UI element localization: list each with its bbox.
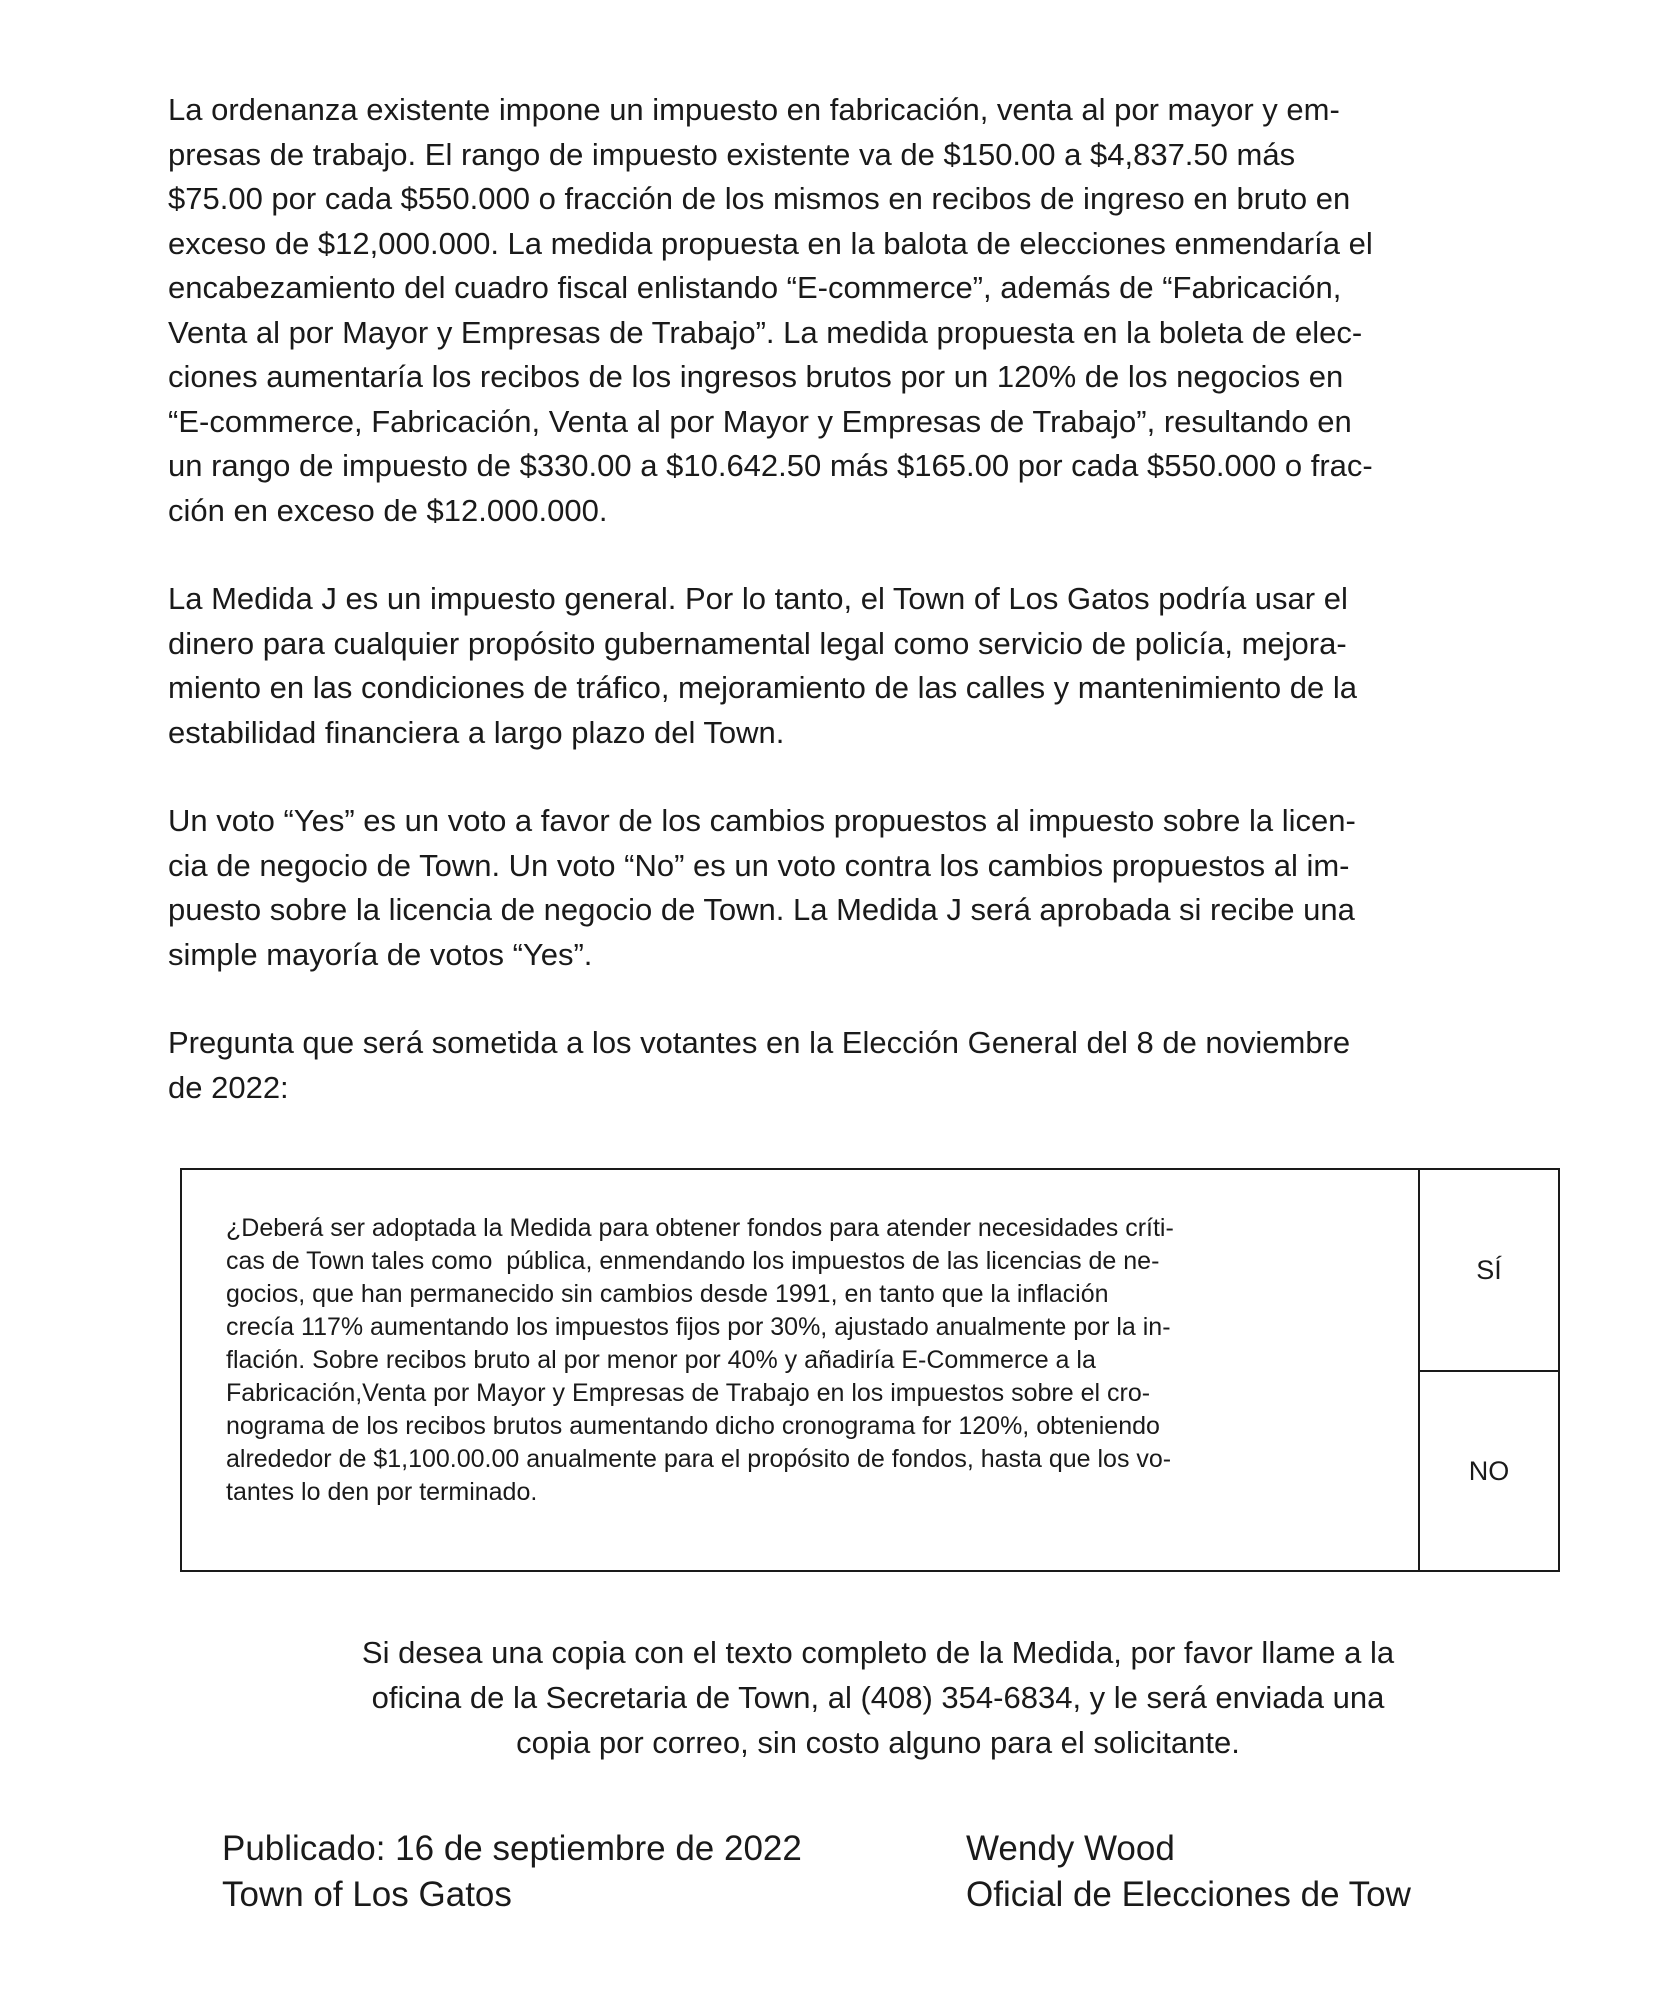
text-line: encabezamiento del cuadro fiscal enlistando “E-commerce”, además de “Fabricación, (168, 270, 1342, 305)
ballot-question-box (180, 1168, 1560, 1572)
published-date: Publicado: 16 de septiembre de 2022 (222, 1829, 802, 1868)
text-line: puesto sobre la licencia de negocio de Town. La Medida J será aprobada si recibe una (168, 892, 1355, 927)
text-line: exceso de $12,000.000. La medida propuesta en la balota de elecciones enmendaría el (168, 225, 1373, 261)
copy-request-note (168, 1630, 1588, 1765)
text-line: “E-commerce, Fabricación, Venta al por Mayor y Empresas de Trabajo”, resultando en (168, 403, 1352, 439)
text-line: simple mayoría de votos “Yes”. (168, 936, 593, 972)
text-line: miento en las condiciones de tráfico, mejoramiento de las calles y mantenimiento de la (168, 670, 1357, 705)
ballot-option-no: NO (1420, 1370, 1558, 1570)
text-line: $75.00 por cada $550.000 o fracción de los mismos en recibos de ingreso en bruto en (168, 181, 1351, 216)
ballot-line: tantes lo den por terminado. (226, 1478, 538, 1506)
ballot-line: crecía 117% aumentando los impuestos fijos por 30%, ajustado anualmente por la in- (226, 1313, 1171, 1341)
ballot-option-yes: SÍ (1476, 1254, 1502, 1285)
paragraph-general-tax (168, 577, 1588, 755)
paragraph-vote-meaning (168, 799, 1588, 977)
ballot-line: ¿Deberá ser adoptada la Medida para obtener fondos para atender necesidades críti- (226, 1214, 1174, 1242)
ballot-line: cas de Town tales como pública, enmendando los impuestos de las licencias de ne- (226, 1247, 1160, 1275)
text-line: presas de trabajo. El rango de impuesto existente va de $150.00 a $4,837.50 más (168, 136, 1296, 172)
text-line: ciones aumentaría los recibos de los ingresos brutos por un 120% de los negocios en (168, 359, 1344, 394)
text-line: La Medida J es un impuesto general. Por lo tanto, el Town of Los Gatos podría usar el (168, 581, 1348, 616)
ballot-line: gocios, que han permanecido sin cambios desde 1991, en tanto que la inflación (226, 1280, 1109, 1308)
text-line: ción en exceso de $12.000.000. (168, 492, 608, 528)
official-name: Wendy Wood (966, 1829, 1175, 1868)
official-signature (966, 1826, 1411, 1918)
ballot-line: Fabricación,Venta por Mayor y Empresas de Trabajo en los impuestos sobre el cro- (226, 1379, 1151, 1407)
paragraph-question-intro (168, 1021, 1588, 1110)
notice-body (168, 88, 1588, 1110)
text-line: de 2022: (168, 1069, 289, 1105)
text-line: La ordenanza existente impone un impuesto en fabricación, venta al por mayor y em- (168, 92, 1340, 127)
note-line: oficina de la Secretaria de Town, al (408) 354-6834, y le será enviada una (371, 1680, 1385, 1715)
text-line: Un voto “Yes” es un voto a favor de los cambios propuestos al impuesto sobre la licen- (168, 803, 1356, 838)
text-line: Pregunta que será sometida a los votantes en la Elección General del 8 de noviembre (168, 1025, 1351, 1060)
ballot-line: nograma de los recibos brutos aumentando dicho cronograma for 120%, obteniendo (226, 1412, 1160, 1440)
text-line: dinero para cualquier propósito gubernamental legal como servicio de policía, mejora- (168, 625, 1347, 661)
ballot-line: alrededor de $1,100.00.00 anualmente para el propósito de fondos, hasta que los vo- (226, 1445, 1172, 1473)
ballot-question-text (226, 1212, 1566, 1509)
text-line: cia de negocio de Town. Un voto “No” es un voto contra los cambios propuestos al im- (168, 847, 1350, 883)
ballot-options-column (1418, 1170, 1558, 1570)
official-title: Oficial de Elecciones de Tow (966, 1875, 1411, 1914)
text-line: estabilidad financiera a largo plazo del Town. (168, 714, 785, 750)
paragraph-existing-ordinance (168, 88, 1588, 533)
publication-info (222, 1826, 802, 1918)
ballot-line: flación. Sobre recibos bruto al por menor por 40% y añadiría E-Commerce a la (226, 1346, 1096, 1374)
text-line: Venta al por Mayor y Empresas de Trabajo”. La medida propuesta en la boleta de elec- (168, 314, 1363, 350)
text-line: un rango de impuesto de $330.00 a $10.642.50 más $165.00 por cada $550.000 o frac- (168, 448, 1373, 483)
note-line: Si desea una copia con el texto completo de la Medida, por favor llame a la (361, 1635, 1395, 1670)
town-name: Town of Los Gatos (222, 1875, 512, 1914)
note-line: copia por correo, sin costo alguno para el solicitante. (516, 1725, 1240, 1760)
